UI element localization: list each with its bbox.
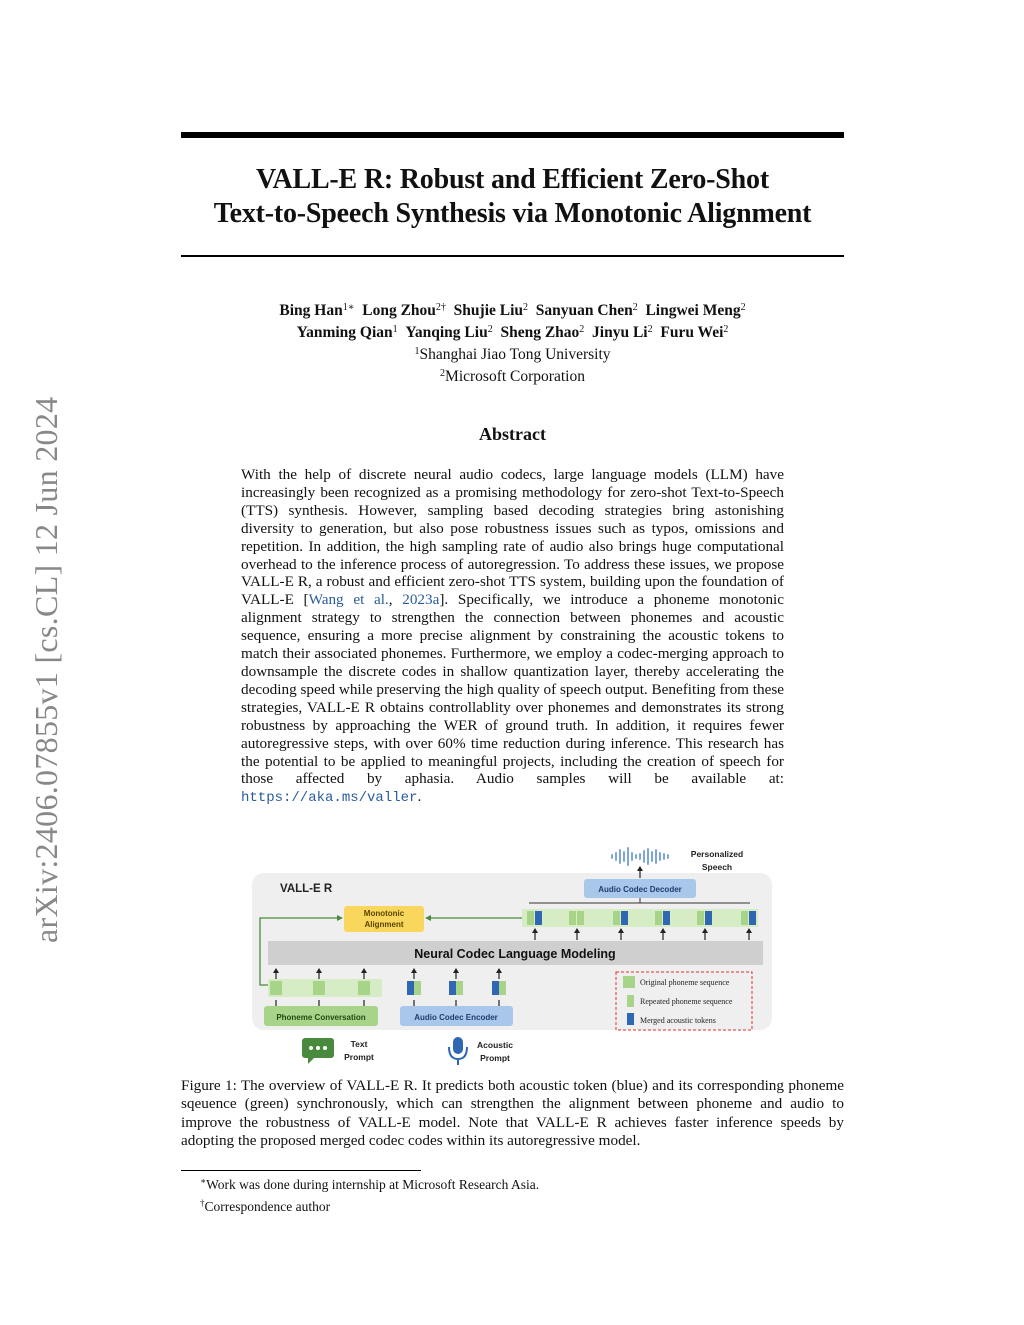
encoder-label: Audio Codec Encoder [414, 1013, 498, 1022]
author-row-2 [181, 320, 844, 342]
personalized-speech-label-2: Speech [701, 862, 733, 872]
author-block [181, 298, 844, 386]
overview-figure [250, 842, 774, 1066]
legend-label-merged: Merged acoustic tokens [640, 1016, 716, 1025]
author-name: Lingwei Meng [645, 302, 741, 319]
audio-samples-link[interactable]: https://aka.ms/valler [241, 790, 418, 807]
author-mark: 2 [723, 324, 729, 335]
affiliation-mark: 1 [414, 346, 420, 357]
footnote-text: Work was done during internship at Microsoft Research Asia. [206, 1177, 540, 1192]
author-name: Shujie Liu [453, 302, 524, 319]
author-mark: 2 [647, 324, 653, 335]
author-mark: 2 [632, 302, 638, 313]
alignment-label-2: Alignment [364, 920, 404, 929]
author-name: Sanyuan Chen [535, 302, 633, 319]
author-name: Yanming Qian [296, 324, 393, 341]
affiliation-text: Shanghai Jiao Tong University [419, 346, 611, 363]
title-bottom-rule [181, 255, 844, 257]
footnote-text: Correspondence author [204, 1199, 331, 1214]
arxiv-identifier: arXiv:2406.07855v1 [cs.CL] 12 Jun 2024 [28, 396, 64, 943]
text-prompt-label-1: Text [350, 1039, 368, 1049]
arrow-head [637, 866, 643, 871]
abstract-text-2: ]. Specifically, we introduce a phoneme monotonic alignment strategy to strengthen the connection between phonemes and acoustic sequence, ensuring a more precise alignment by constraining the acoustic tokens to match their associated phonemes. Furthermore, we employ a codec-merging approach to downsample the discrete codes in shallow quantization layer, thereby accelerating the decoding speed while preserving the high quality of speech output. Benefiting from these strategies, VALL-E R obtains controllablity over phonemes and demonstrates its strong robustness by approaching the WER of ground truth. In addition, it requires fewer autoregressive steps, with over 60% time reduction during inference. This research has the potential to be applied to meaningful projects, including the creation of speech for those affected by aphasia. Audio samples will be available at: [241, 591, 785, 788]
footnotes [200, 1172, 539, 1216]
author-name: Jinyu Li [592, 324, 648, 341]
figure-caption: Figure 1: The overview of VALL-E R. It predicts both acoustic token (blue) and its corresponding phoneme sqeuence (green) synchronously, which can strengthen the alignment between phoneme and audio to improve the robustness of VALL-E model. Note that VALL-E R achieves faster inference speeds by adopting the proposed merged codec codes within its autoregressive model. [181, 1077, 844, 1149]
chat-icon [302, 1038, 334, 1064]
language-model-label: Neural Codec Language Modeling [414, 947, 616, 961]
waveform-icon [612, 848, 668, 865]
author-row-1 [181, 298, 844, 320]
legend-swatch-merged [627, 1013, 634, 1025]
author-name: Long Zhou [362, 302, 436, 319]
output-token-strip [522, 909, 758, 927]
footnote-2 [200, 1194, 539, 1216]
legend-label-original: Original phoneme sequence [640, 978, 730, 987]
acoustic-prompt-label-1: Acoustic [477, 1040, 513, 1050]
citation-link-author[interactable]: Wang et al. [308, 591, 389, 609]
author-mark: 2 [523, 302, 529, 313]
phoneme-conversation-label: Phoneme Conversation [276, 1013, 366, 1022]
affiliation-2 [181, 364, 844, 386]
affiliation-mark: 2 [440, 368, 446, 379]
legend-swatch-original [623, 976, 635, 988]
abstract-text-1: With the help of discrete neural audio codecs, large language models (LLM) have increasingly been recognized as a promising methodology for zero-shot Text-to-Speech (TTS) synthesis. However, sampling based decoding strategies bring astonishing diversity to generation, but also pose robustness issues such as typos, omissions and repetition. In addition, the high sampling rate of audio also brings huge computational overhead to the inference process of autoregression. To address these issues, we propose VALL-E R, a robust and efficient zero-shot TTS system, building upon the foundation of VALL-E [ [241, 466, 784, 609]
author-mark: 2 [579, 324, 585, 335]
acoustic-prompt-label-2: Prompt [480, 1053, 510, 1063]
abstract-heading: Abstract [479, 424, 546, 444]
abstract-body [241, 466, 784, 808]
title-line-2: Text-to-Speech Synthesis via Monotonic Alignment [213, 198, 812, 229]
citation-separator: , [388, 591, 403, 609]
title-line-1: VALL-E R: Robust and Efficient Zero-Shot [256, 164, 769, 195]
author-mark: 1 [392, 324, 398, 335]
author-mark: 2† [435, 302, 446, 313]
legend-swatch-repeated [627, 995, 634, 1007]
author-name: Bing Han [279, 302, 343, 319]
footnote-rule [181, 1170, 421, 1171]
model-name-label: VALL-E R [280, 883, 333, 895]
abstract-end: . [417, 788, 422, 806]
author-mark: 2 [487, 324, 493, 335]
affiliation-text: Microsoft Corporation [445, 368, 585, 385]
footnote-1 [200, 1172, 539, 1194]
author-mark: 1∗ [342, 302, 355, 313]
text-prompt-label-2: Prompt [344, 1052, 374, 1062]
microphone-icon [449, 1037, 467, 1065]
author-name: Yanqing Liu [405, 324, 488, 341]
affiliation-1 [181, 342, 844, 364]
paper-title [181, 163, 844, 231]
footnote-mark: ∗ [200, 1176, 207, 1186]
citation-link-year[interactable]: 2023a [402, 591, 440, 609]
alignment-label-1: Monotonic [363, 909, 405, 918]
decoder-label: Audio Codec Decoder [598, 885, 682, 894]
legend-label-repeated: Repeated phoneme sequence [640, 997, 733, 1006]
title-top-rule [181, 132, 844, 138]
personalized-speech-label-1: Personalized [690, 849, 744, 859]
footnote-mark: † [200, 1198, 205, 1208]
author-mark: 2 [740, 302, 746, 313]
author-name: Sheng Zhao [500, 324, 580, 341]
author-name: Furu Wei [660, 324, 724, 341]
